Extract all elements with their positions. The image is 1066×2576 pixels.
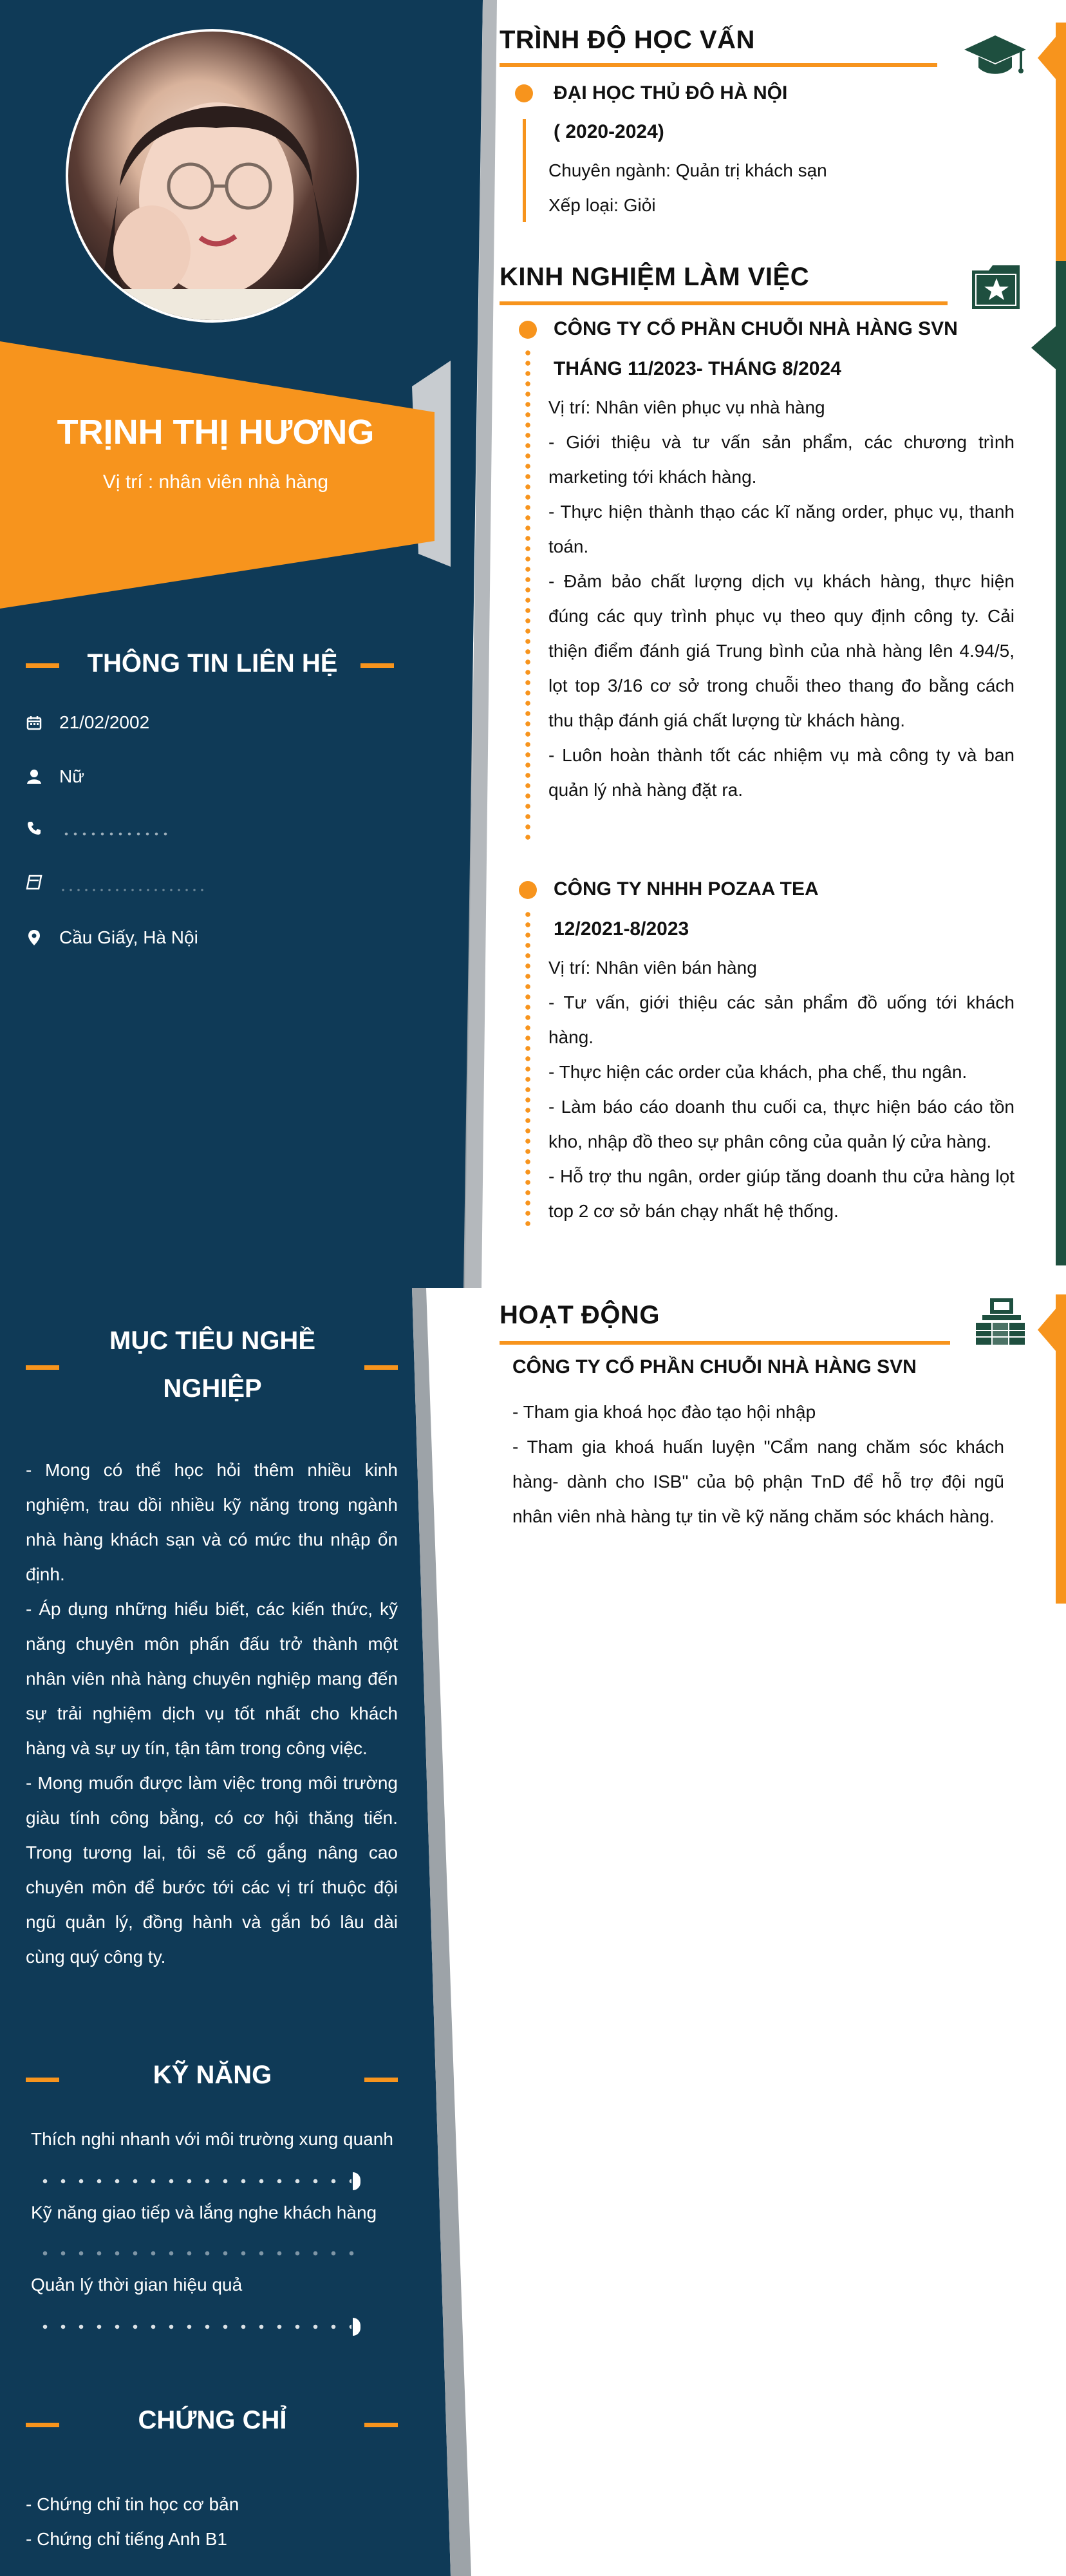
job-2-line: - Làm báo cáo doanh thu cuối ca, thực hiện báo cáo tồn kho, nhập đồ theo sự phân công của quản lý cửa hàng. xyxy=(548,1097,1015,1151)
job-1-description xyxy=(548,390,1015,808)
education-timeline xyxy=(523,119,526,222)
job-1-line: - Thực hiện thành thạo các kĩ năng order, phục vụ, thanh toán. xyxy=(548,502,1015,556)
skill-2-label: Kỹ năng giao tiếp và lắng nghe khách hàng xyxy=(31,2202,377,2222)
cv-page-2 xyxy=(0,1288,1066,2576)
skills-title-dash-left xyxy=(26,2078,59,2082)
job-1-line: - Luôn hoàn thành tốt các nhiệm vụ mà công ty và ban quản lý nhà hàng đặt ra. xyxy=(548,745,1015,800)
contact-email xyxy=(26,869,207,895)
right-accent-orange xyxy=(1056,23,1066,261)
cert-item: - Chứng chỉ tin học cơ bản xyxy=(26,2494,239,2514)
cert-title-dash-right xyxy=(364,2423,398,2427)
activities-right-accent xyxy=(1056,1294,1066,1604)
education-bullet xyxy=(515,84,533,102)
folder-star-icon xyxy=(971,263,1022,314)
avatar xyxy=(66,29,359,323)
contact-birthday xyxy=(26,710,149,735)
activity-line: - Tham gia khoá học đào tạo hội nhập xyxy=(512,1402,816,1422)
phone-icon xyxy=(26,820,42,837)
job-2-timeline xyxy=(525,909,530,1231)
job-2-line: - Thực hiện các order của khách, pha chế, thu ngân. xyxy=(548,1062,968,1082)
contact-title: THÔNG TIN LIÊN HỆ xyxy=(87,649,338,677)
contact-title-dash-left xyxy=(26,663,59,668)
education-title: TRÌNH ĐỘ HỌC VẤN xyxy=(500,26,755,54)
contact-address xyxy=(26,925,198,951)
right-accent-notch-top xyxy=(1031,35,1057,80)
education-grade: Xếp loại: Giỏi xyxy=(548,195,656,215)
email-icon xyxy=(26,874,42,891)
podium-icon xyxy=(973,1294,1025,1349)
calendar-icon xyxy=(26,714,42,731)
contact-title-dash-right xyxy=(360,663,394,668)
address-value: Cầu Giấy, Hà Nội xyxy=(59,927,198,947)
email-value-blurred xyxy=(59,889,207,891)
job-1-line: - Đảm bảo chất lượng dịch vụ khách hàng, thực hiện đúng các quy trình phục vụ theo quy định công ty. Cải thiện điểm đánh giá Trung bình của nhà hàng lên 4.94/5, lọt top 3/16 cơ sở trong chuỗi theo thang đo bằng cách thu thập đánh giá chất lượng từ khách hàng. xyxy=(548,571,1015,730)
job-2-line: - Hỗ trợ thu ngân, order giúp tăng doanh thu cửa hàng lọt top 2 cơ sở bán chạy nhất hệ thống. xyxy=(548,1166,1015,1221)
job-2-company: CÔNG TY NHHH POZAA TEA xyxy=(554,878,819,900)
skill-2-bar xyxy=(36,2249,358,2258)
job-1-bullet xyxy=(519,321,537,339)
goal-title-dash-right xyxy=(364,1365,398,1370)
experience-title: KINH NGHIỆM LÀM VIỆC xyxy=(500,263,810,291)
skill-3-bar xyxy=(36,2322,351,2331)
goal-line: - Mong có thể học hỏi thêm nhiều kinh nghiệm, trau dồi nhiều kỹ năng trong ngành nhà hàng khách sạn và có mức thu nhập ổn định. xyxy=(26,1460,398,1584)
right-accent-notch xyxy=(1031,325,1057,370)
job-1-line: Vị trí: Nhân viên phục vụ nhà hàng xyxy=(548,397,825,417)
activities-title-underline xyxy=(500,1341,950,1345)
activities-title: HOẠT ĐỘNG xyxy=(500,1301,660,1329)
education-major: Chuyên ngành: Quản trị khách sạn xyxy=(548,160,827,180)
cert-list xyxy=(26,2487,399,2557)
education-school: ĐẠI HỌC THỦ ĐÔ HÀ NỘI xyxy=(554,82,788,104)
education-period: ( 2020-2024) xyxy=(554,121,664,142)
job-1-period: THÁNG 11/2023- THÁNG 8/2024 xyxy=(554,358,841,379)
goal-line: - Mong muốn được làm việc trong môi trường giàu tính công bằng, có cơ hội thăng tiến. Trong tương lai, tôi sẽ cố gắng nâng cao chuyên môn để bước tới các vị trí thuộc đội ngũ quản lý, đồng hành và gắn bó lâu dài cùng quý công ty. xyxy=(26,1773,398,1967)
job-2-period: 12/2021-8/2023 xyxy=(554,918,689,940)
goal-title-line2: NGHIỆP xyxy=(163,1374,262,1403)
job-1-line: - Giới thiệu và tư vấn sản phẩm, các chương trình marketing tới khách hàng. xyxy=(548,432,1015,487)
contact-phone xyxy=(26,815,171,841)
location-icon xyxy=(26,929,42,946)
activities-accent-notch xyxy=(1031,1307,1057,1352)
skill-1-label: Thích nghi nhanh với môi trường xung quanh xyxy=(31,2129,393,2149)
skills-title-dash-right xyxy=(364,2078,398,2082)
goal-text xyxy=(26,1453,398,1975)
experience-title-underline xyxy=(500,301,948,305)
job-2-line: - Tư vấn, giới thiệu các sản phẩm đồ uống tới khách hàng. xyxy=(548,992,1015,1047)
avatar-portrait xyxy=(68,32,359,323)
goal-title-line1: MỤC TIÊU NGHỀ xyxy=(109,1327,315,1355)
goal-line: - Áp dụng những hiểu biết, các kiến thức, kỹ năng chuyên môn phấn đấu trở thành một nhân viên nhà hàng chuyên nghiệp mang đến sự trải nghiệm dịch vụ tốt nhất cho khách hàng và sự uy tín, tận tâm trong công việc. xyxy=(26,1599,398,1758)
job-1-company: CÔNG TY CỔ PHẦN CHUỖI NHÀ HÀNG SVN xyxy=(554,318,958,339)
activity-company: CÔNG TY CỔ PHẦN CHUỖI NHÀ HÀNG SVN xyxy=(512,1356,917,1378)
birthday-value: 21/02/2002 xyxy=(59,712,150,732)
activity-text xyxy=(512,1395,1004,1534)
skills-title: KỸ NĂNG xyxy=(153,2061,272,2089)
job-2-description xyxy=(548,951,1015,1229)
skill-1-bar xyxy=(36,2177,351,2186)
education-title-underline xyxy=(500,63,937,67)
gender-value: Nữ xyxy=(59,766,84,786)
job-2-line: Vị trí: Nhân viên bán hàng xyxy=(548,958,757,978)
job-2-bullet xyxy=(519,881,537,899)
phone-value-blurred xyxy=(62,832,171,836)
graduation-cap-icon xyxy=(963,32,1027,80)
goal-title-dash-left xyxy=(26,1365,59,1370)
activity-line: - Tham gia khoá huấn luyện "Cẩm nang chăm sóc khách hàng- dành cho ISB" của bộ phận TnD để hỗ trợ đội ngũ nhân viên nhà hàng tự tin về kỹ năng chăm sóc khách hàng. xyxy=(512,1437,1004,1526)
contact-gender xyxy=(26,764,84,790)
job-1-timeline xyxy=(525,348,530,844)
user-icon xyxy=(26,768,42,785)
cert-item: - Chứng chỉ tiếng Anh B1 xyxy=(26,2529,227,2549)
candidate-name: TRỊNH THỊ HƯƠNG xyxy=(57,413,375,451)
cert-title-dash-left xyxy=(26,2423,59,2427)
candidate-position: Vị trí : nhân viên nhà hàng xyxy=(102,471,329,493)
right-accent-green xyxy=(1056,261,1066,1265)
cert-title: CHỨNG CHỈ xyxy=(138,2406,287,2434)
skill-3-label: Quản lý thời gian hiệu quả xyxy=(31,2275,243,2295)
